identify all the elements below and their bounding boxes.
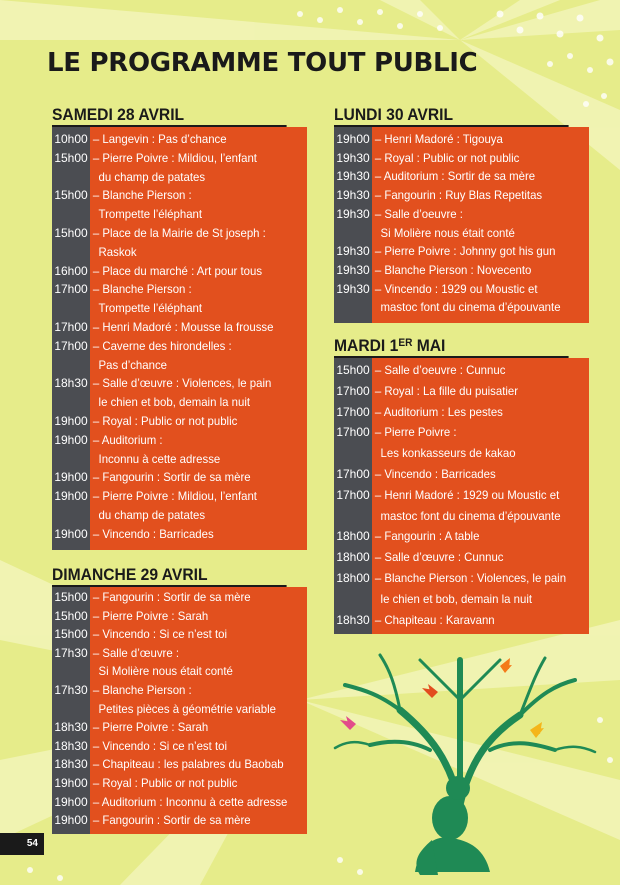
entry-time: 19h30 xyxy=(336,281,370,296)
entry-description xyxy=(372,422,578,464)
schedule-entry xyxy=(52,681,307,718)
entry-line: – Salle d’œuvre : xyxy=(92,645,180,660)
entry-description xyxy=(372,261,578,280)
entry-line: – Fangourin : Sortir de sa mère xyxy=(92,813,251,828)
entry-description xyxy=(372,130,578,149)
entry-line: – Salle d’oeuvre : xyxy=(374,206,463,221)
entry-time: 17h00 xyxy=(54,319,88,334)
schedule-entry xyxy=(52,280,307,318)
entry-description xyxy=(372,485,578,527)
entry-line: – Fangourin : Ruy Blas Repetitas xyxy=(374,188,543,203)
entry-line: – Blanche Pierson : xyxy=(92,188,192,203)
entry-line: – Chapiteau : Karavann xyxy=(374,612,495,627)
schedule-entry xyxy=(334,547,589,568)
page-title: LE PROGRAMME TOUT PUBLIC xyxy=(47,48,478,78)
entry-line-continued: Inconnu à cette adresse xyxy=(98,451,221,466)
page-number: 54 xyxy=(0,833,44,855)
entry-line: – Pierre Poivre : Mildiou, l’enfant xyxy=(92,150,257,165)
entry-description xyxy=(90,224,296,262)
schedule-entry xyxy=(52,149,307,187)
entry-time: 19h00 xyxy=(336,132,370,146)
schedule-entry xyxy=(52,318,307,337)
schedule-entry xyxy=(334,381,589,402)
entry-line: – Henri Madoré : 1929 ou Moustic et xyxy=(374,487,560,502)
day-block-sunday xyxy=(52,564,307,834)
entry-line: – Auditorium : Les pestes xyxy=(374,404,503,419)
schedule-list xyxy=(334,127,589,323)
entry-description xyxy=(90,588,296,607)
day-block-monday xyxy=(334,104,589,323)
entry-line-continued: le chien et bob, demain la nuit xyxy=(98,395,251,410)
entry-time: 19h00 xyxy=(54,489,88,504)
entry-line: – Pierre Poivre : Johnny got his gun xyxy=(374,244,556,259)
entry-time: 10h00 xyxy=(54,132,88,146)
entry-time: 17h30 xyxy=(54,645,88,660)
entry-time: 15h00 xyxy=(54,150,88,165)
entry-time: 15h00 xyxy=(54,590,88,604)
entry-line: – Blanche Pierson : Novecento xyxy=(374,262,532,277)
entry-time: 19h00 xyxy=(54,526,88,541)
day-title xyxy=(334,335,569,358)
entry-line-continued: Raskok xyxy=(98,244,137,259)
schedule-entry xyxy=(52,774,307,793)
entry-description xyxy=(372,381,578,402)
schedule-entry xyxy=(52,487,307,525)
entry-time: 19h00 xyxy=(54,775,88,790)
entry-line: – Salle d’œuvre : Violences, le pain xyxy=(92,376,272,391)
schedule-list xyxy=(52,127,307,550)
entry-line: – Vincendo : Si ce n’est toi xyxy=(92,627,227,642)
entry-line: – Henri Madoré : Tigouya xyxy=(374,132,503,146)
entry-line: – Royal : La fille du puisatier xyxy=(374,383,519,398)
entry-line: – Caverne des hirondelles : xyxy=(92,338,232,353)
entry-description xyxy=(90,737,296,756)
entry-description xyxy=(90,625,296,644)
entry-time: 19h00 xyxy=(54,813,88,828)
entry-description xyxy=(90,337,296,375)
schedule-entry xyxy=(334,610,589,631)
entry-description xyxy=(372,360,578,381)
entry-line-continued: Trompette l’éléphant xyxy=(98,301,203,316)
entry-line: – Royal : Public or not public xyxy=(92,413,238,428)
entry-line: – Blanche Pierson : xyxy=(92,282,192,297)
schedule-entry xyxy=(334,280,589,317)
entry-description xyxy=(372,149,578,168)
entry-line: – Salle d’oeuvre : Cunnuc xyxy=(374,363,506,377)
schedule-entry xyxy=(334,402,589,423)
entry-time: 19h30 xyxy=(336,206,370,221)
entry-description xyxy=(90,774,296,793)
entry-description xyxy=(90,755,296,774)
entry-time: 17h00 xyxy=(336,487,370,502)
entry-time: 19h00 xyxy=(54,432,88,447)
entry-line-continued: le chien et bob, demain la nuit xyxy=(380,591,533,606)
entry-time: 15h00 xyxy=(54,188,88,203)
entry-time: 17h00 xyxy=(54,282,88,297)
entry-time: 19h00 xyxy=(54,413,88,428)
entry-description xyxy=(372,186,578,205)
entry-description xyxy=(90,130,296,149)
entry-description xyxy=(372,547,578,568)
entry-description xyxy=(90,374,296,412)
schedule-entry xyxy=(52,224,307,262)
entry-time: 15h00 xyxy=(54,608,88,623)
entry-description xyxy=(372,242,578,261)
entry-time: 19h30 xyxy=(336,262,370,277)
entry-time: 15h00 xyxy=(54,627,88,642)
day-block-saturday xyxy=(52,104,307,550)
entry-line: – Auditorium : Inconnu à cette adresse xyxy=(92,794,288,809)
entry-time: 18h00 xyxy=(336,550,370,565)
day-title-end: MAI xyxy=(412,336,446,355)
entry-time: 18h30 xyxy=(336,612,370,627)
schedule-entry xyxy=(52,737,307,756)
entry-line-continued: du champ de patates xyxy=(98,507,206,522)
schedule-entry xyxy=(334,130,589,149)
entry-description xyxy=(372,526,578,547)
entry-description xyxy=(90,644,296,681)
entry-line: – Fangourin : A table xyxy=(374,529,480,544)
schedule-entry xyxy=(52,374,307,412)
tree-woman-illustration xyxy=(320,640,620,885)
entry-description xyxy=(372,610,578,631)
entry-time: 18h30 xyxy=(54,720,88,735)
schedule-entry xyxy=(52,793,307,812)
schedule-entry xyxy=(52,525,307,544)
entry-description xyxy=(90,681,296,718)
entry-line: – Pierre Poivre : Sarah xyxy=(92,608,209,623)
schedule-entry xyxy=(334,167,589,186)
entry-line-continued: Pas d’chance xyxy=(98,357,167,372)
entry-line: – Auditorium : xyxy=(92,432,163,447)
entry-line: – Blanche Pierson : Violences, le pain xyxy=(374,570,567,585)
day-title: SAMEDI 28 AVRIL xyxy=(52,104,287,127)
entry-description xyxy=(90,412,296,431)
entry-description xyxy=(90,525,296,544)
entry-line: – Vincendo : Si ce n’est toi xyxy=(92,738,227,753)
entry-line-continued: Si Molière nous était conté xyxy=(98,664,233,679)
schedule-entry xyxy=(334,526,589,547)
entry-line: – Pierre Poivre : Sarah xyxy=(92,720,209,735)
entry-time: 15h00 xyxy=(336,363,370,377)
entry-description xyxy=(372,205,578,242)
entry-time: 18h00 xyxy=(336,529,370,544)
schedule-entry xyxy=(52,262,307,281)
entry-line-continued: du champ de patates xyxy=(98,169,206,184)
entry-line: – Pierre Poivre : xyxy=(374,425,457,440)
entry-description xyxy=(372,280,578,317)
schedule-entry xyxy=(52,588,307,607)
entry-description xyxy=(90,487,296,525)
day-block-tuesday xyxy=(334,335,589,634)
schedule-list xyxy=(52,587,307,834)
entry-time: 17h00 xyxy=(336,383,370,398)
entry-line: – Place du marché : Art pour tous xyxy=(92,263,263,278)
schedule-entry xyxy=(52,130,307,149)
entry-line: – Pierre Poivre : Mildiou, l’enfant xyxy=(92,489,257,504)
day-title-sup: ER xyxy=(398,337,413,349)
entry-time: 16h00 xyxy=(54,263,88,278)
entry-line-continued: Trompette l’éléphant xyxy=(98,207,203,222)
entry-time: 18h30 xyxy=(54,738,88,753)
schedule-entry xyxy=(334,149,589,168)
entry-time: 18h30 xyxy=(54,376,88,391)
entry-line: – Place de la Mairie de St joseph : xyxy=(92,225,266,240)
schedule-entry xyxy=(52,186,307,224)
entry-description xyxy=(90,468,296,487)
entry-time: 19h30 xyxy=(336,188,370,203)
entry-description xyxy=(372,464,578,485)
day-title: LUNDI 30 AVRIL xyxy=(334,104,569,127)
butterfly-icon xyxy=(340,716,356,730)
schedule-entry xyxy=(52,644,307,681)
entry-line-continued: mastoc font du cinema d’épouvante xyxy=(380,508,561,523)
entry-line: – Salle d’œuvre : Cunnuc xyxy=(374,550,504,565)
schedule-entry xyxy=(334,464,589,485)
schedule-entry xyxy=(334,422,589,464)
entry-time: 17h30 xyxy=(54,682,88,697)
entry-line: – Chapiteau : les palabres du Baobab xyxy=(92,757,284,772)
entry-description xyxy=(90,318,296,337)
entry-line: – Royal : Public or not public xyxy=(92,775,238,790)
entry-line: – Vincendo : Barricades xyxy=(92,526,214,541)
entry-time: 19h30 xyxy=(336,150,370,165)
entry-time: 17h00 xyxy=(336,466,370,481)
entry-line-continued: mastoc font du cinema d’épouvante xyxy=(380,300,561,315)
entry-line: – Blanche Pierson : xyxy=(92,682,192,697)
entry-description xyxy=(90,793,296,812)
schedule-entry xyxy=(52,412,307,431)
entry-time: 18h00 xyxy=(336,570,370,585)
schedule-list xyxy=(334,358,589,634)
schedule-entry xyxy=(334,568,589,610)
schedule-entry xyxy=(52,607,307,626)
entry-description xyxy=(372,402,578,423)
entry-line: – Fangourin : Sortir de sa mère xyxy=(92,470,251,485)
schedule-entry xyxy=(334,242,589,261)
entry-description xyxy=(90,607,296,626)
entry-line: – Fangourin : Sortir de sa mère xyxy=(92,590,251,604)
entry-line-continued: Les konkasseurs de kakao xyxy=(380,446,516,461)
entry-line: – Vincendo : Barricades xyxy=(374,466,496,481)
schedule-entry xyxy=(334,205,589,242)
schedule-entry xyxy=(334,485,589,527)
entry-description xyxy=(90,280,296,318)
schedule-entry xyxy=(334,186,589,205)
entry-time: 17h00 xyxy=(336,404,370,419)
entry-line-continued: Si Molière nous était conté xyxy=(380,225,515,240)
entry-description xyxy=(90,262,296,281)
entry-description xyxy=(90,718,296,737)
schedule-entry xyxy=(52,468,307,487)
entry-line: – Henri Madoré : Mousse la frousse xyxy=(92,319,274,334)
schedule-entry xyxy=(52,625,307,644)
entry-description xyxy=(90,431,296,469)
entry-line: – Langevin : Pas d’chance xyxy=(92,132,227,146)
entry-time: 19h30 xyxy=(336,169,370,184)
entry-time: 15h00 xyxy=(54,225,88,240)
entry-line: – Auditorium : Sortir de sa mère xyxy=(374,169,536,184)
entry-line: – Vincendo : 1929 ou Moustic et xyxy=(374,281,538,296)
entry-line: – Royal : Public or not public xyxy=(374,150,520,165)
entry-time: 18h30 xyxy=(54,757,88,772)
entry-description xyxy=(372,568,578,610)
entry-time: 17h00 xyxy=(54,338,88,353)
entry-time: 19h00 xyxy=(54,794,88,809)
schedule-entry xyxy=(334,360,589,381)
schedule-entry xyxy=(52,755,307,774)
entry-time: 17h00 xyxy=(336,425,370,440)
schedule-entry xyxy=(52,718,307,737)
entry-line-continued: Petites pièces à géométrie variable xyxy=(98,701,276,716)
day-title-main: MARDI 1 xyxy=(334,336,399,355)
entry-description xyxy=(90,811,296,830)
entry-time: 19h00 xyxy=(54,470,88,485)
schedule-entry xyxy=(52,811,307,830)
entry-time: 19h30 xyxy=(336,244,370,259)
entry-description xyxy=(372,167,578,186)
entry-description xyxy=(90,186,296,224)
entry-description xyxy=(90,149,296,187)
day-title: DIMANCHE 29 AVRIL xyxy=(52,564,287,587)
schedule-entry xyxy=(52,337,307,375)
schedule-entry xyxy=(334,261,589,280)
schedule-entry xyxy=(52,431,307,469)
